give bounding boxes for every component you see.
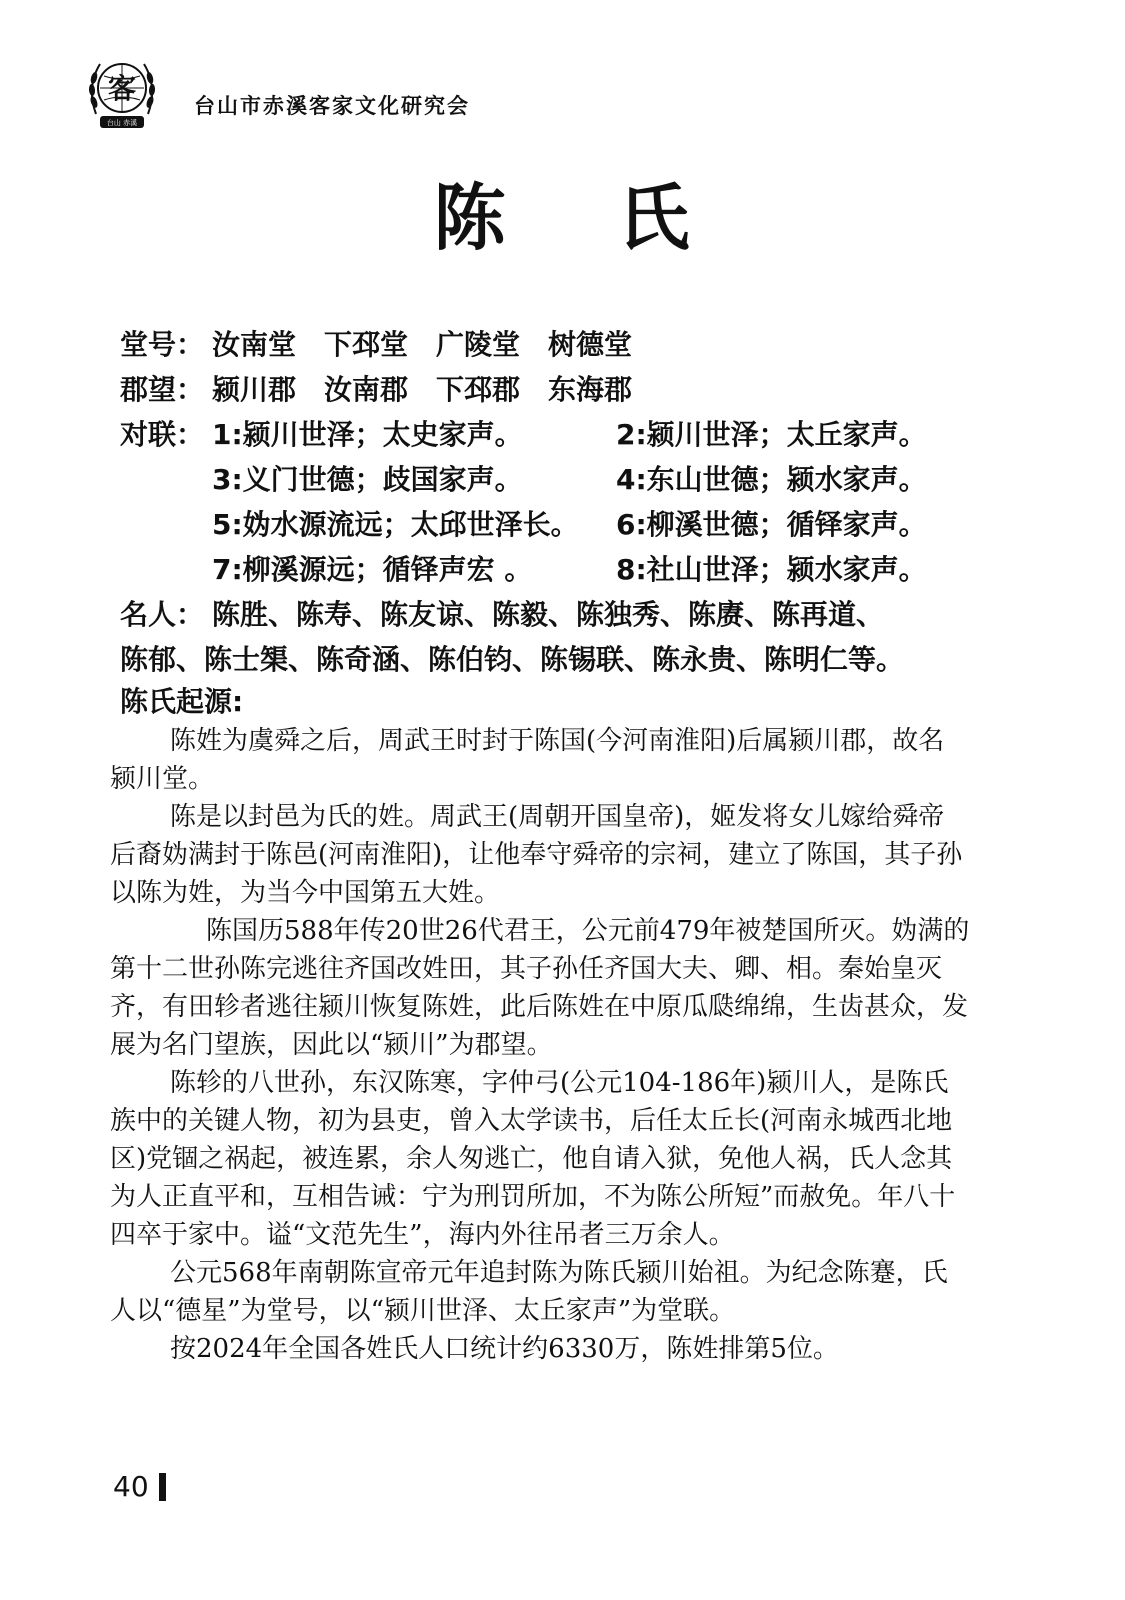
couplet-row: [120, 412, 927, 457]
organization-name: 台山市赤溪客家文化研究会: [194, 94, 470, 118]
commandery-name: 下邳郡: [436, 373, 521, 406]
origin-paragraph: 按2024年全国各姓氏人口统计约6330万，陈姓排第5位。: [170, 1334, 839, 1364]
origin-text: [110, 722, 970, 1368]
celebrity-list: 陈胜、陈寿、陈友谅、陈毅、陈独秀、陈赓、陈再道、: [212, 598, 885, 631]
couplet-row: [120, 547, 927, 592]
association-logo-icon: [86, 52, 158, 132]
couplet-row: [120, 502, 927, 547]
hall-name: 广陵堂: [436, 328, 521, 361]
origin-paragraph: 陈国历588年传20世26代君王，公元前479年被楚国所灭。妫满的第十二世孙陈完逃往齐国改姓田，其子孙任齐国大夫、卿、相。秦始皇灭齐，有田轸者逃往颍川恢复陈姓，此后陈姓在中原瓜瓞绵绵，生齿甚众，发展为名门望族，因此以“颍川”为郡望。: [110, 916, 970, 1060]
couplet-label: 对联：: [120, 418, 205, 451]
celebrities-row: [120, 637, 904, 682]
page-number: 40: [113, 1470, 149, 1503]
page-number-bar: [159, 1473, 166, 1501]
couplet-item: 6:柳溪世德；循铎家声。: [616, 508, 927, 541]
origin-paragraph: 陈轸的八世孙，东汉陈寒，字仲弓(公元104-186年)颍川人，是陈氏族中的关键人物，初为县吏，曾入太学读书，后任太丘长(河南永城西北地区)党锢之祸起，被连累，余人匆逃亡，他自请入狱，免他人祸，氏人念其为人正直平和，互相告诫：宁为刑罚所加，不为陈公所短”而赦免。年八十四卒于家中。谥“文范先生”，海内外往吊者三万余人。: [110, 1068, 956, 1250]
hall-name: 树德堂: [548, 328, 633, 361]
commandery-name: 汝南郡: [324, 373, 409, 406]
origin-paragraph: 陈是以封邑为氏的姓。周武王(周朝开国皇帝)，姬发将女儿嫁给舜帝后裔妫满封于陈邑(河南淮阳)，让他奉守舜帝的宗祠，建立了陈国，其子孙以陈为姓，为当今中国第五大姓。: [110, 802, 963, 908]
celebrity-list: 陈郁、陈士榘、陈奇涵、陈伯钧、陈锡联、陈永贵、陈明仁等。: [120, 643, 905, 676]
hall-name: 汝南堂: [212, 328, 297, 361]
couplet-item: 5:妫水源流远；太邱世泽长。: [212, 508, 579, 541]
origin-heading: 陈氏起源:: [120, 685, 244, 718]
couplet-item: 2:颍川世泽；太丘家声。: [616, 418, 927, 451]
page-title: [0, 175, 1125, 260]
origin-paragraph: 陈姓为虞舜之后，周武王时封于陈国(今河南淮阳)后属颍川郡，故名颍川堂。: [110, 726, 945, 794]
couplet-item: 1:颍川世泽；太史家声。: [212, 418, 523, 451]
svg-text:客: 客: [107, 72, 137, 105]
clan-info-block: [120, 322, 927, 682]
couplet-item: 4:东山世德；颍水家声。: [616, 463, 927, 496]
commandery-name: 颍川郡: [212, 373, 297, 406]
title-char-2: 氏: [617, 175, 692, 260]
hall-names-row: [120, 322, 904, 367]
couplet-item: 7:柳溪源远；循铎声宏 。: [212, 553, 533, 586]
origin-paragraph: 公元568年南朝陈宣帝元年追封陈为陈氏颍川始祖。为纪念陈蹇，氏人以“德星”为堂号，以“颍川世泽、太丘家声”为堂联。: [110, 1258, 948, 1326]
page-footer: [113, 1470, 166, 1503]
title-char-1: 陈: [433, 175, 508, 260]
couplet-item: 3:义门世德；歧国家声。: [212, 463, 523, 496]
commandery-name: 东海郡: [548, 373, 633, 406]
svg-text:台山 赤溪: 台山 赤溪: [106, 119, 138, 127]
commandery-label: 郡望：: [120, 373, 205, 406]
commandery-row: [120, 367, 904, 412]
couplet-row: [120, 457, 927, 502]
hall-name: 下邳堂: [324, 328, 409, 361]
celebrity-label: 名人：: [120, 598, 205, 631]
couplet-item: 8:社山世泽；颍水家声。: [616, 553, 927, 586]
celebrities-row: [120, 592, 904, 637]
hall-label: 堂号：: [120, 328, 205, 361]
